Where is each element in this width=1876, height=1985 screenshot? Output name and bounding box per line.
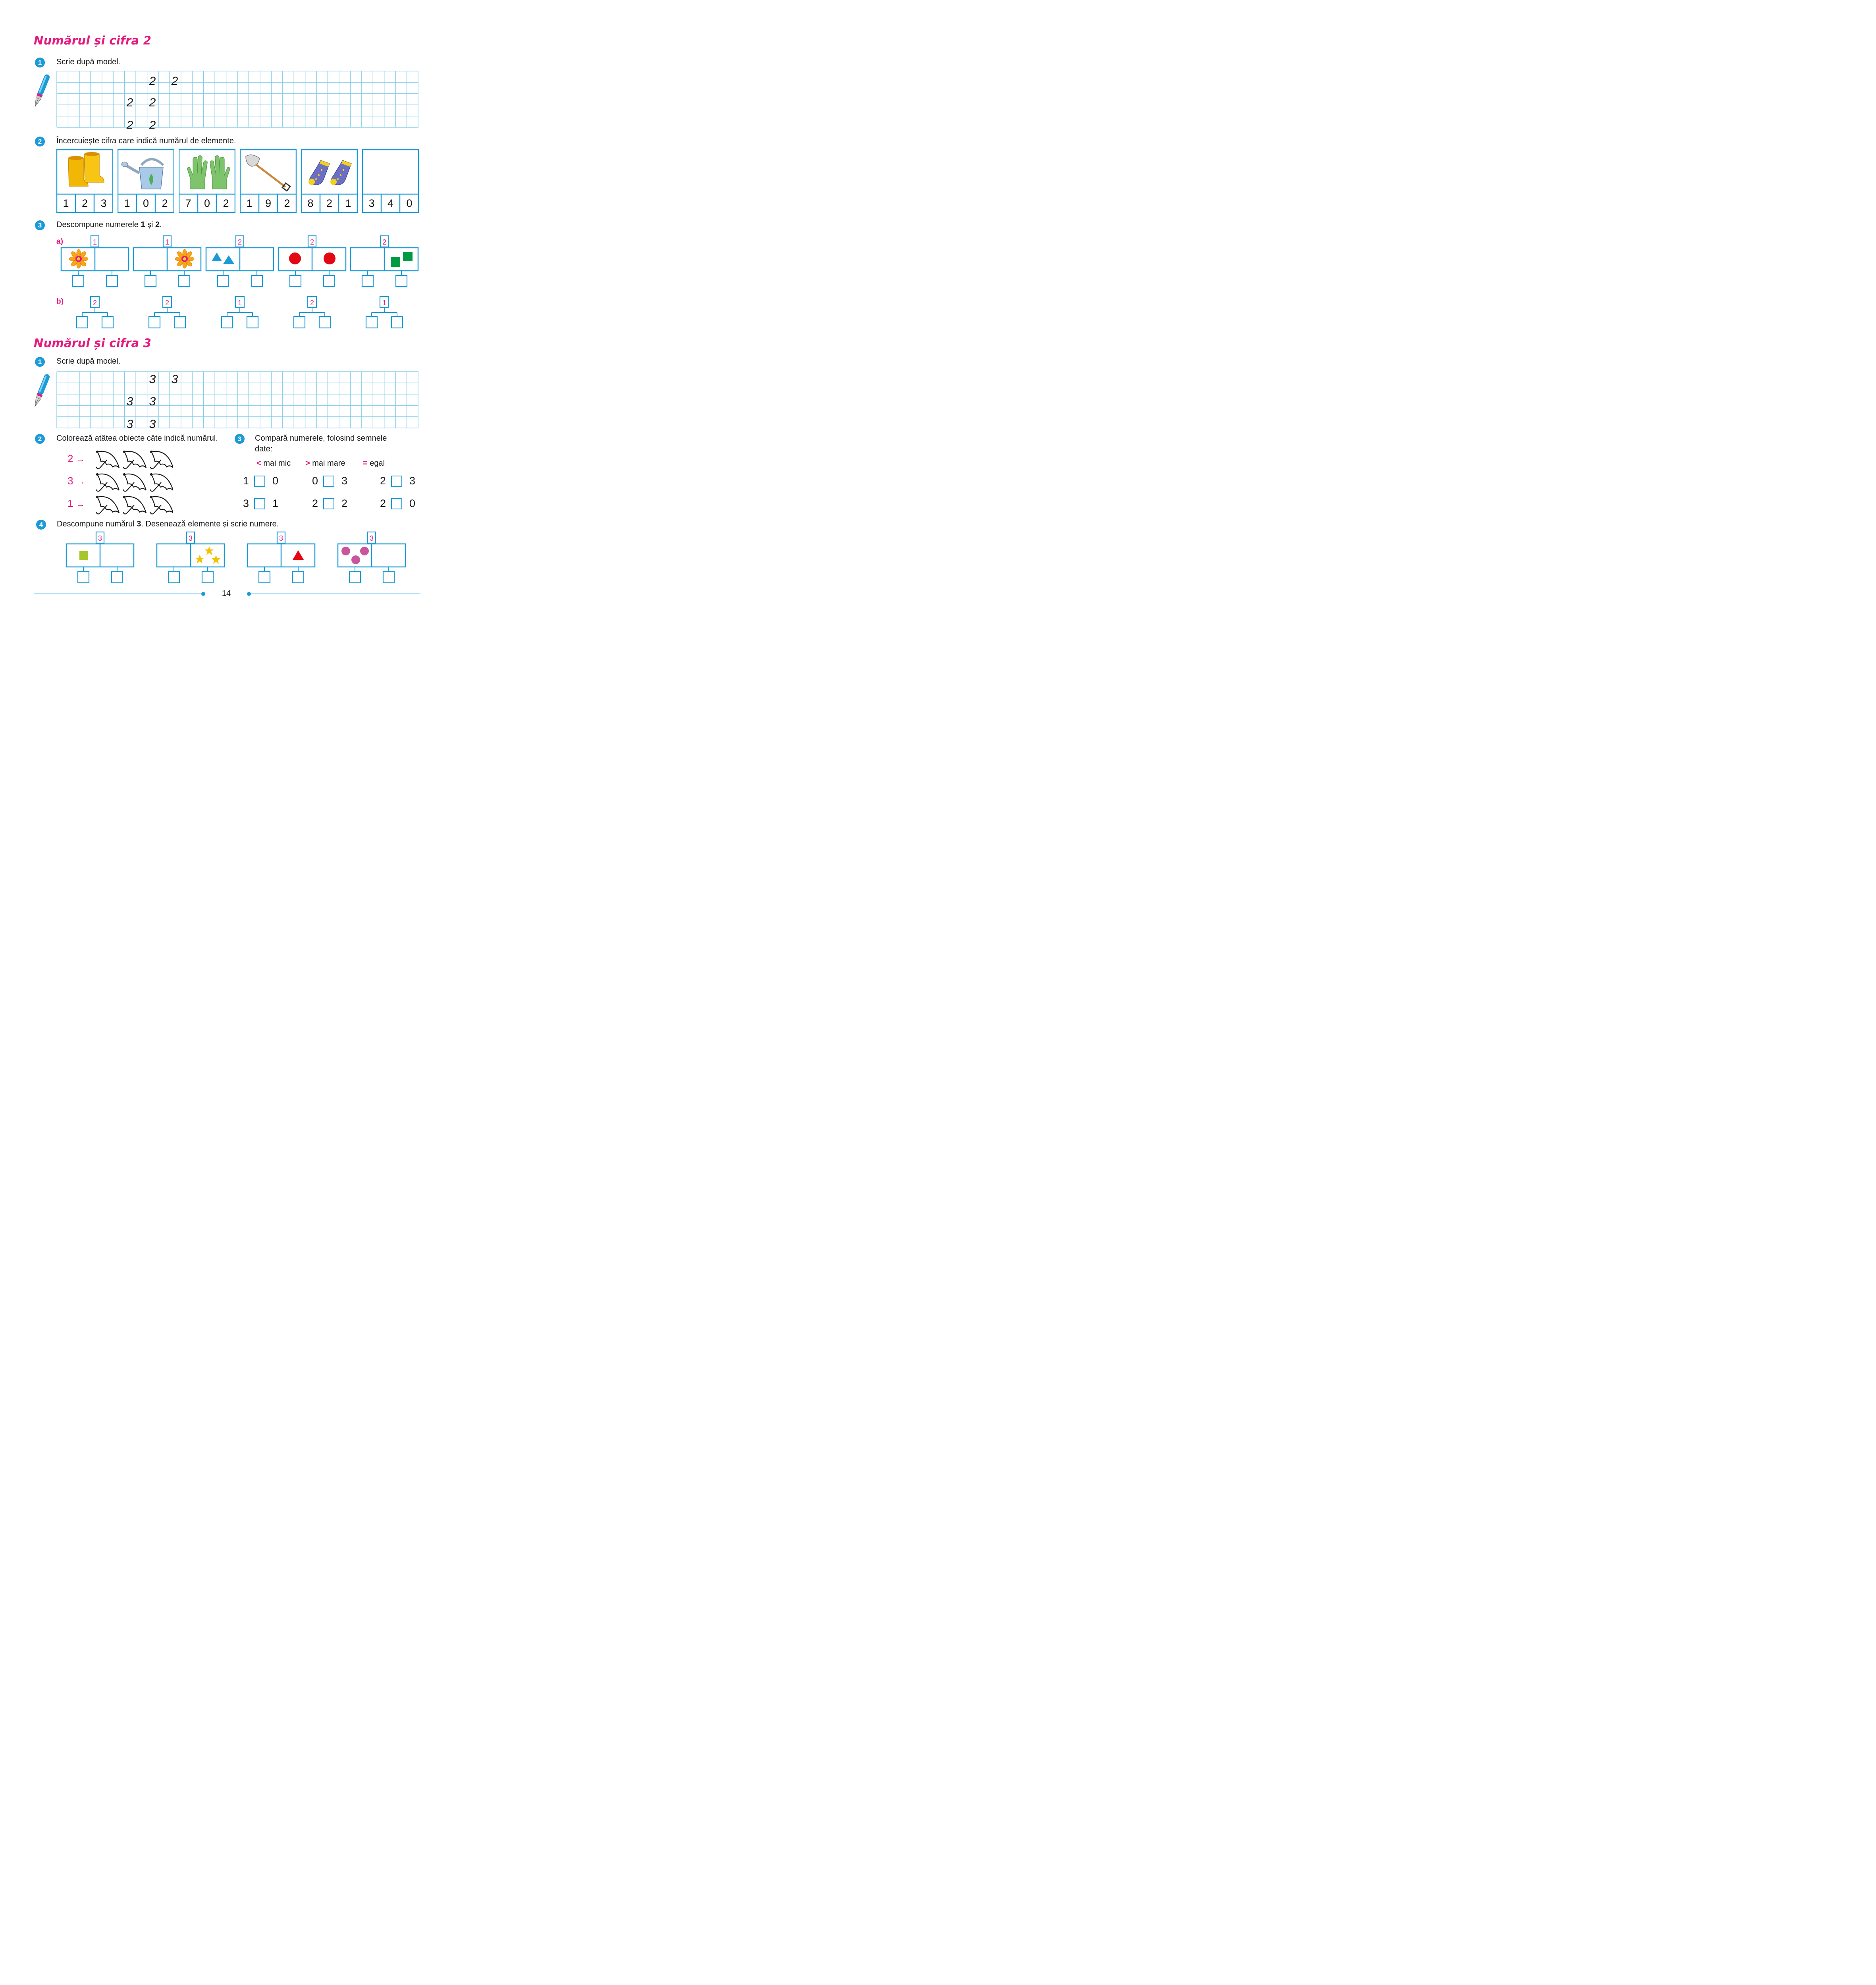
decomposition-part-a xyxy=(60,235,421,289)
total-number: 2 xyxy=(165,299,170,307)
answer-box[interactable] xyxy=(254,498,265,509)
arrow-icon: → xyxy=(76,476,85,486)
total-number: 1 xyxy=(237,299,242,307)
right-number: 3 xyxy=(341,475,348,487)
total-number: 2 xyxy=(93,299,97,307)
answer-box[interactable] xyxy=(324,276,335,287)
answer-box[interactable] xyxy=(149,316,160,328)
right-number: 0 xyxy=(272,475,279,487)
answer-box[interactable] xyxy=(293,572,304,583)
sample-digit: 2 xyxy=(171,75,178,88)
answer-box[interactable] xyxy=(73,276,84,287)
exercise-instruction: date: xyxy=(255,445,273,453)
option-digit[interactable]: 9 xyxy=(265,197,272,209)
answer-box[interactable] xyxy=(254,476,265,487)
umbrella-tip xyxy=(150,474,152,475)
answer-box[interactable] xyxy=(391,476,402,487)
flower-icon xyxy=(175,249,194,268)
exercise-badge: 4 xyxy=(36,520,46,530)
comparison-item xyxy=(312,475,352,488)
exercise-badge: 1 xyxy=(35,357,45,367)
count-card-shovel xyxy=(240,149,297,213)
gloves-icon xyxy=(187,156,230,189)
umbrella-icon[interactable] xyxy=(150,451,173,469)
answer-box[interactable] xyxy=(323,476,334,487)
umbrella-icon[interactable] xyxy=(123,496,146,514)
umbrella-canopy xyxy=(97,451,119,468)
option-digit[interactable]: 2 xyxy=(326,197,333,209)
answer-box[interactable] xyxy=(202,572,213,583)
right-number: 0 xyxy=(409,497,416,509)
count-card-boots xyxy=(56,149,113,213)
umbrella-canopy xyxy=(97,497,119,513)
legend-greater xyxy=(305,459,345,468)
umbrella-tip xyxy=(150,496,152,498)
total-number: 1 xyxy=(165,238,170,246)
answer-box[interactable] xyxy=(349,572,361,583)
option-digit[interactable]: 4 xyxy=(387,197,394,209)
umbrella-canopy xyxy=(97,474,119,490)
option-digit[interactable]: 2 xyxy=(81,197,88,209)
sample-digit: 3 xyxy=(171,373,178,386)
left-number: 2 xyxy=(312,497,318,509)
answer-box[interactable] xyxy=(218,276,229,287)
umbrella-canopy xyxy=(124,474,146,490)
umbrella-canopy xyxy=(124,497,146,513)
exercise-instruction: Colorează atâtea obiecte câte indică numărul. xyxy=(56,434,218,443)
writing-grid[interactable] xyxy=(56,71,419,129)
answer-box[interactable] xyxy=(294,316,305,328)
total-number: 2 xyxy=(310,238,314,246)
circle-icon xyxy=(324,252,335,264)
answer-box[interactable] xyxy=(251,276,262,287)
instruction-text: Descompune numărul xyxy=(57,520,137,528)
part-a-label: a) xyxy=(56,237,63,246)
part-b-label: b) xyxy=(56,297,64,306)
exercise-instruction: Scrie după model. xyxy=(56,58,121,66)
answer-box[interactable] xyxy=(391,498,402,509)
count-row-label xyxy=(67,497,85,510)
answer-box[interactable] xyxy=(102,316,113,328)
instruction-text: . xyxy=(160,220,162,229)
total-number: 2 xyxy=(237,238,242,246)
answer-box[interactable] xyxy=(168,572,179,583)
option-digit[interactable]: 1 xyxy=(63,197,69,209)
sample-digit: 3 xyxy=(126,418,133,429)
answer-box[interactable] xyxy=(290,276,301,287)
page-number: 14 xyxy=(222,589,231,598)
decomposition-number-3 xyxy=(64,531,413,585)
answer-box[interactable] xyxy=(366,316,377,328)
instruction-number: 1 xyxy=(141,220,145,229)
instruction-text: . Desenează elemente și scrie numere. xyxy=(141,520,279,528)
flower-icon xyxy=(69,249,88,268)
option-digit[interactable]: 8 xyxy=(307,197,314,209)
decomposition-group xyxy=(133,236,201,287)
umbrella-tip xyxy=(96,474,98,475)
decomposition-tree xyxy=(294,297,330,328)
answer-box[interactable] xyxy=(174,316,185,328)
sample-digit: 2 xyxy=(149,75,156,88)
sample-digit: 3 xyxy=(126,395,133,408)
total-number: 2 xyxy=(382,238,387,246)
umbrella-icon[interactable] xyxy=(96,496,119,514)
exercise-badge: 2 xyxy=(35,137,45,146)
option-digit[interactable]: 2 xyxy=(284,197,290,209)
option-digit[interactable]: 0 xyxy=(143,197,149,209)
option-digit[interactable]: 1 xyxy=(124,197,130,209)
answer-box[interactable] xyxy=(323,498,334,509)
section-title-number-3: Numărul și cifra 3 xyxy=(34,336,152,350)
answer-box[interactable] xyxy=(78,572,89,583)
umbrella-icon[interactable] xyxy=(96,474,119,491)
instruction-number: 3 xyxy=(137,520,141,528)
decomposition-tree xyxy=(222,297,258,328)
writing-grid[interactable] xyxy=(56,371,419,429)
watering-can-icon xyxy=(121,159,163,189)
umbrella-canopy xyxy=(151,497,173,513)
option-digit[interactable]: 1 xyxy=(246,197,253,209)
circle-icon xyxy=(289,252,301,264)
count-card-gloves xyxy=(179,149,235,213)
option-digit[interactable]: 1 xyxy=(345,197,351,209)
section-title-number-2: Numărul și cifra 2 xyxy=(34,34,152,47)
answer-box[interactable] xyxy=(383,572,394,583)
exercise-badge: 2 xyxy=(35,434,45,444)
arrow-icon: → xyxy=(76,499,85,509)
count-card-socks xyxy=(301,149,358,213)
decomposition-group xyxy=(338,532,405,583)
workbook-page xyxy=(0,0,451,620)
decomposition-group xyxy=(61,236,129,287)
answer-box[interactable] xyxy=(319,316,330,328)
exercise-badge: 1 xyxy=(35,58,45,67)
total-number: 3 xyxy=(369,534,374,542)
answer-box[interactable] xyxy=(145,276,156,287)
count-row-label xyxy=(67,475,85,487)
triangle-icon xyxy=(212,252,222,261)
left-number: 3 xyxy=(243,497,249,509)
umbrella-canopy xyxy=(151,474,173,490)
legend-label: egal xyxy=(370,459,385,468)
umbrella-icon[interactable] xyxy=(96,451,119,469)
answer-box[interactable] xyxy=(362,276,373,287)
option-digit[interactable]: 3 xyxy=(368,197,375,209)
umbrella-icon[interactable] xyxy=(123,451,146,469)
legend-label: mai mare xyxy=(312,459,345,468)
exercise-badge: 3 xyxy=(35,220,45,230)
count-value: 1 xyxy=(67,497,73,509)
option-digit[interactable]: 0 xyxy=(406,197,413,209)
legend-label: mai mic xyxy=(263,459,291,468)
exercise-badge: 3 xyxy=(235,434,245,444)
answer-box[interactable] xyxy=(179,276,190,287)
left-number: 2 xyxy=(380,475,386,487)
decomposition-part-b xyxy=(60,296,421,331)
part-b-groups xyxy=(77,297,403,328)
umbrella-tip xyxy=(96,496,98,498)
left-number: 0 xyxy=(312,475,318,487)
circle-icon xyxy=(351,555,360,564)
instruction-text: Descompune numerele xyxy=(56,220,141,229)
part-a-groups xyxy=(61,236,418,287)
left-number: 1 xyxy=(243,475,249,487)
star-icon xyxy=(195,546,220,564)
decomposition-tree xyxy=(149,297,185,328)
option-digit[interactable]: 2 xyxy=(162,197,168,209)
umbrella-tip xyxy=(123,496,125,498)
exercise-instruction xyxy=(56,220,162,229)
comparison-item xyxy=(243,475,283,488)
option-digit[interactable]: 0 xyxy=(204,197,210,209)
pen-icon xyxy=(32,71,52,109)
sample-digit: 2 xyxy=(126,96,133,109)
instruction-text: și xyxy=(145,220,156,229)
sample-digit: 3 xyxy=(149,373,156,386)
circle-icon xyxy=(341,547,350,555)
answer-box[interactable] xyxy=(396,276,407,287)
answer-box[interactable] xyxy=(112,572,123,583)
sample-digit: 2 xyxy=(126,119,133,129)
square-icon xyxy=(391,257,400,267)
decomposition-group xyxy=(66,532,134,583)
pen-icon xyxy=(32,371,52,409)
umbrella-canopy xyxy=(151,451,173,468)
left-number: 2 xyxy=(380,497,386,509)
sample-digit: 2 xyxy=(149,96,156,109)
count-card-watering-can xyxy=(118,149,174,213)
total-number: 3 xyxy=(98,534,102,542)
arrow-icon: → xyxy=(76,454,85,464)
total-number: 1 xyxy=(93,238,97,246)
square-icon xyxy=(79,551,88,560)
comparison-item xyxy=(380,475,420,488)
exercise-instruction: Scrie după model. xyxy=(56,357,121,366)
legend-equal xyxy=(363,459,385,468)
comparison-item xyxy=(243,497,283,511)
total-number: 2 xyxy=(310,299,314,307)
umbrella-icon[interactable] xyxy=(123,474,146,491)
answer-box[interactable] xyxy=(391,316,403,328)
triangle-icon xyxy=(293,550,304,560)
total-number: 3 xyxy=(279,534,283,542)
comparison-item xyxy=(380,497,420,511)
umbrella-tip xyxy=(123,451,125,453)
decomposition-tree xyxy=(77,297,113,328)
exercise-instruction: Încercuiește cifra care indică numărul de elemente. xyxy=(56,137,236,145)
total-number: 3 xyxy=(188,534,193,542)
decomposition-group xyxy=(157,532,224,583)
circle-icon xyxy=(360,547,369,555)
exercise-instruction: Compară numerele, folosind semnele xyxy=(255,434,387,443)
answer-box[interactable] xyxy=(259,572,270,583)
umbrella-icon[interactable] xyxy=(150,496,173,514)
umbrella-grid xyxy=(91,447,173,518)
umbrella-tip xyxy=(150,451,152,453)
umbrella-tip xyxy=(96,451,98,453)
umbrella-icon[interactable] xyxy=(150,474,173,491)
instruction-number: 2 xyxy=(155,220,160,229)
sample-digit: 3 xyxy=(149,395,156,408)
count-card-empty xyxy=(362,149,419,213)
boots-icon xyxy=(68,152,104,186)
answer-box[interactable] xyxy=(247,316,258,328)
option-digit[interactable]: 3 xyxy=(100,197,107,209)
exercise-instruction xyxy=(57,520,279,529)
umbrella-canopy xyxy=(124,451,146,468)
right-number: 2 xyxy=(341,497,348,509)
legend-less xyxy=(256,459,291,468)
decomposition-group xyxy=(247,532,315,583)
option-digit[interactable]: 2 xyxy=(223,197,229,209)
umbrella-tip xyxy=(123,474,125,475)
decomposition-tree xyxy=(366,297,403,328)
sign-less: < xyxy=(256,459,261,468)
count-row-label xyxy=(67,453,85,465)
square-icon xyxy=(403,252,413,261)
answer-box[interactable] xyxy=(106,276,118,287)
answer-box[interactable] xyxy=(77,316,88,328)
decomposition-group xyxy=(278,236,346,287)
total-number: 1 xyxy=(382,299,387,307)
shovel-icon xyxy=(246,155,290,191)
count-value: 2 xyxy=(67,453,73,464)
sign-equal: = xyxy=(363,459,368,468)
sample-digit: 2 xyxy=(149,119,156,129)
right-number: 1 xyxy=(272,497,279,509)
option-digit[interactable]: 7 xyxy=(185,197,191,209)
answer-box[interactable] xyxy=(222,316,233,328)
count-value: 3 xyxy=(67,475,73,487)
triangle-icon xyxy=(223,255,234,264)
socks-icon xyxy=(308,160,351,185)
sign-greater: > xyxy=(305,459,310,468)
sample-digit: 3 xyxy=(149,418,156,429)
comparison-item xyxy=(312,497,352,511)
right-number: 3 xyxy=(409,475,416,487)
